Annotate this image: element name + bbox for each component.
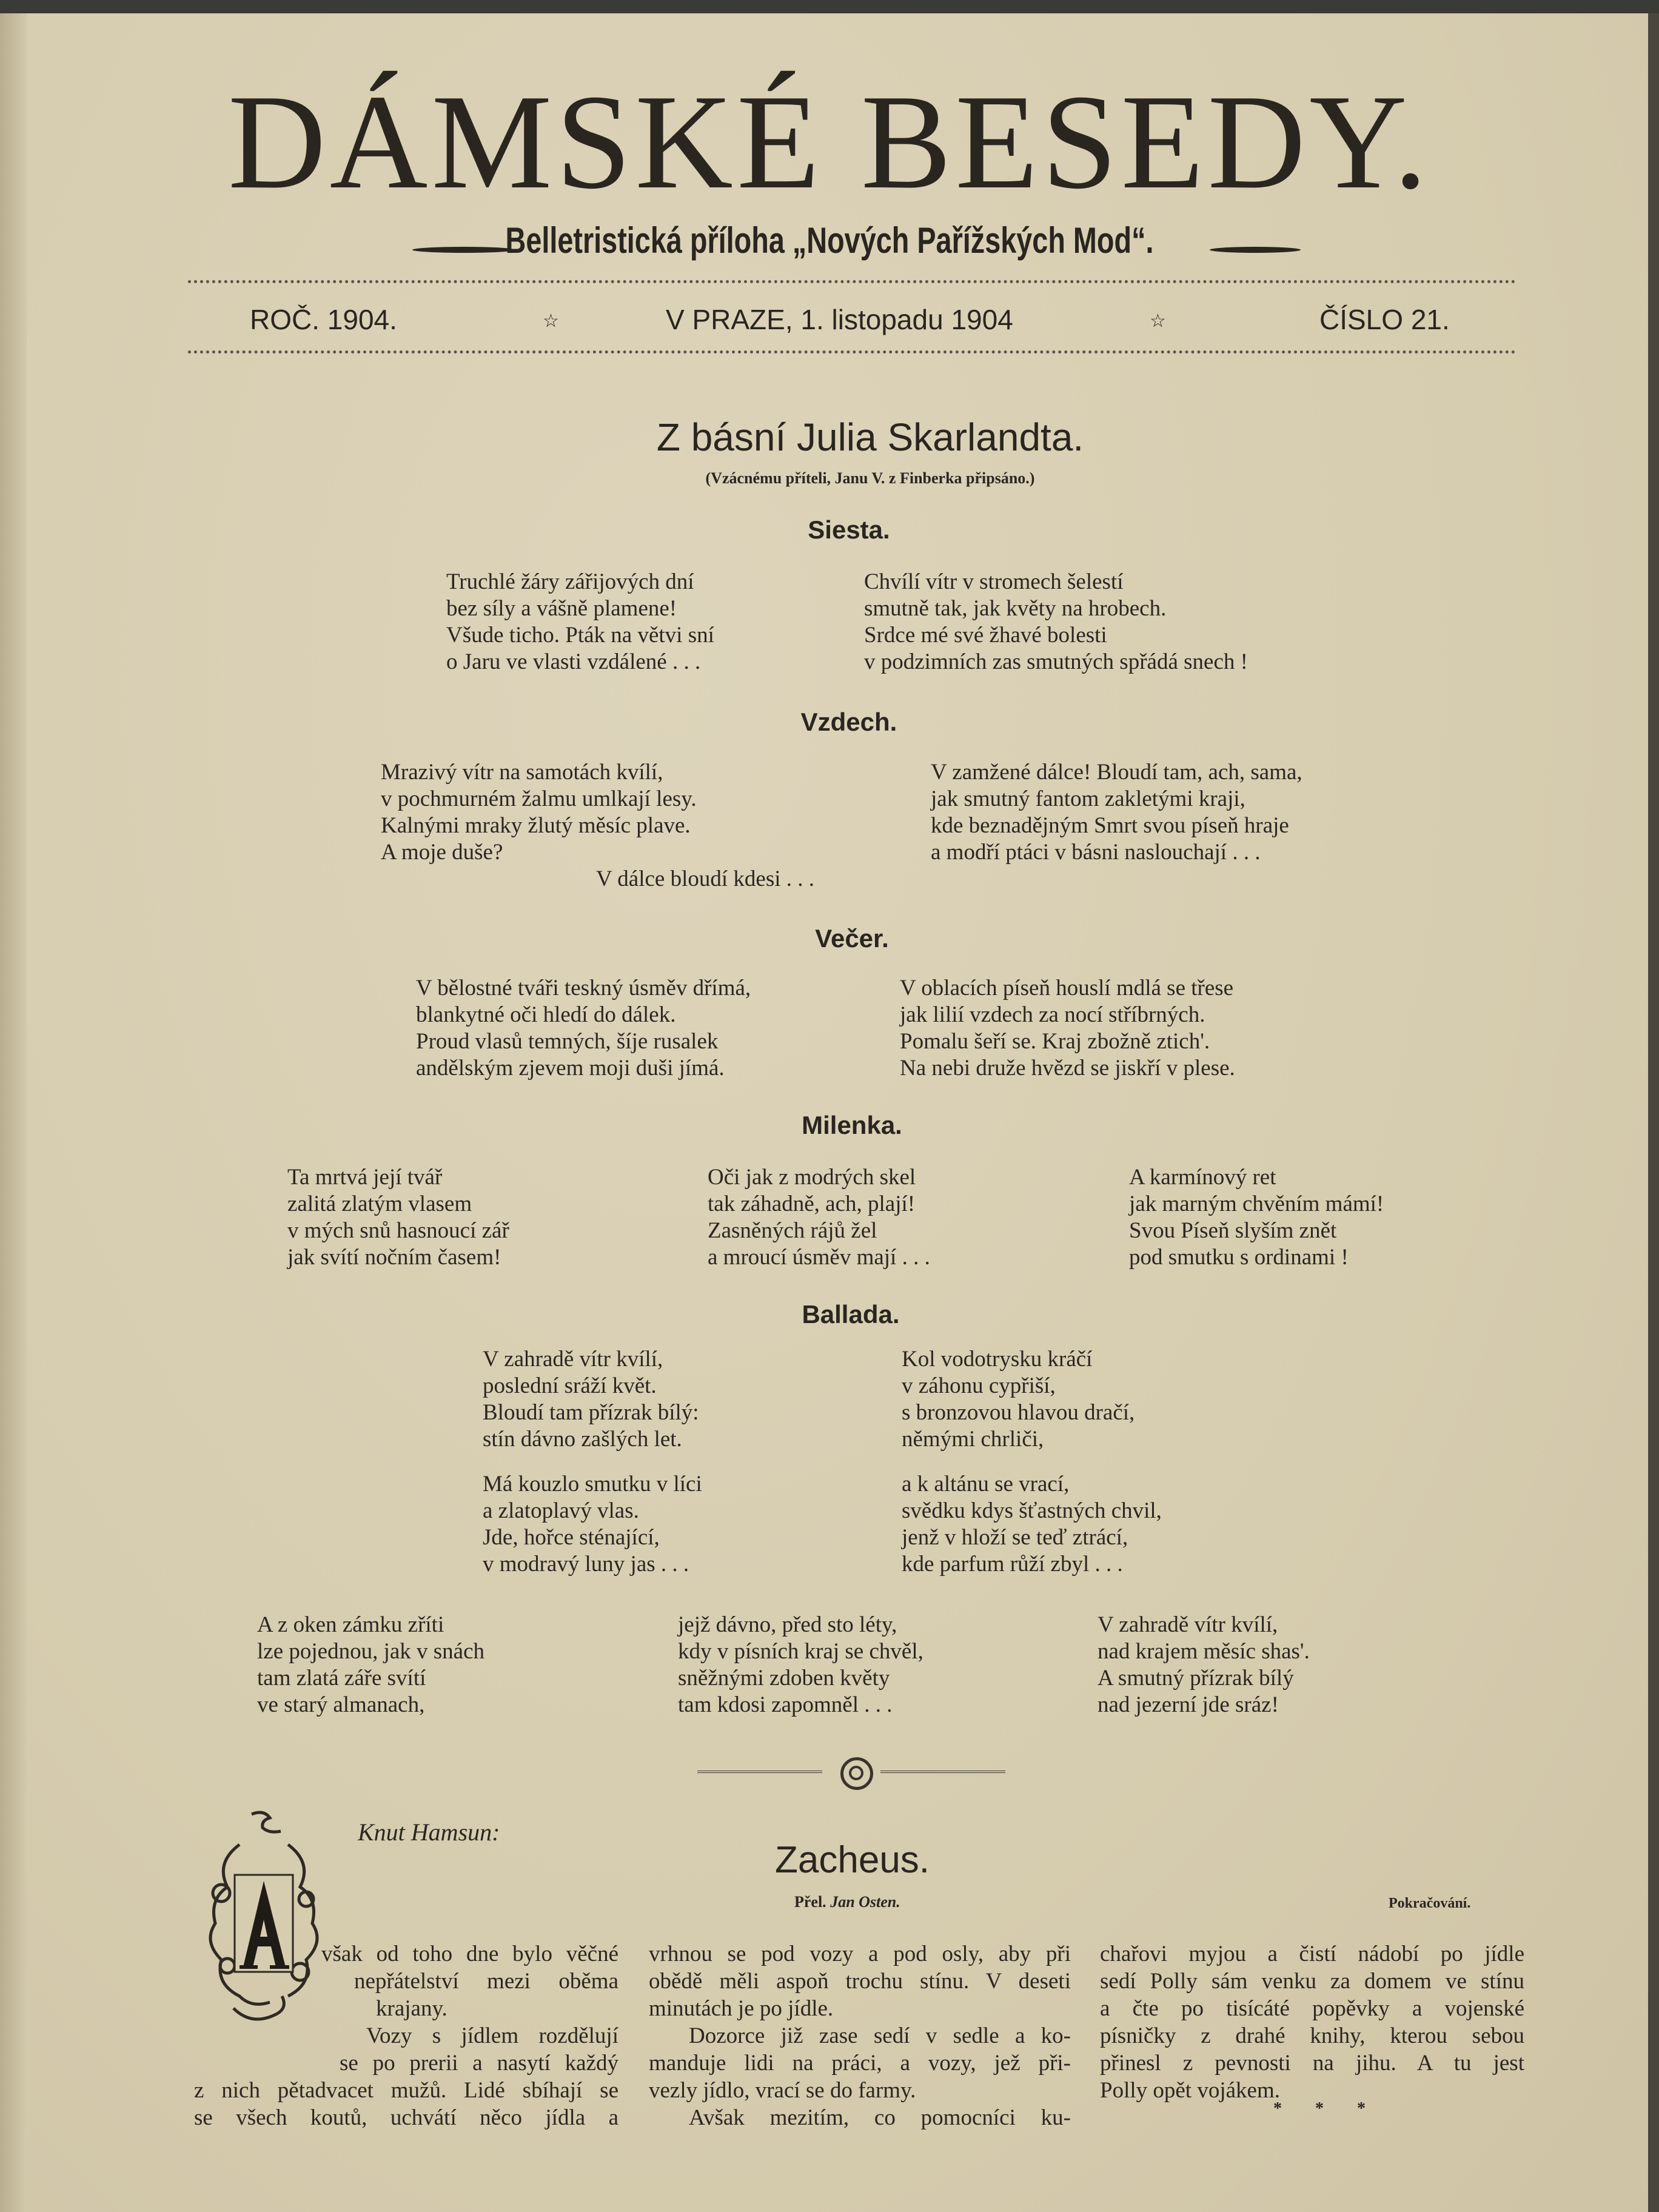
text-line: minutách je po jídle.: [649, 1996, 834, 2021]
siesta-stanza-2: Chvílí vítr v stromech šelestí smutně tak, jak květy na hrobech. Srdce mé své žhavé bolesti v podzimních zas smutných spřádá snech !: [864, 569, 1248, 674]
ring-ornament-icon: [840, 1757, 873, 1790]
text-line: obědě měli aspoň trochu stínu. V deseti: [649, 1969, 1071, 1994]
ballada-stanza-1: V zahradě vítr kvílí, poslední sráží květ. Bloudí tam přízrak bílý: stín dávno zašlých let.: [483, 1347, 699, 1452]
star-ornament-icon: ☆: [1150, 311, 1166, 331]
story-translator: [794, 1893, 900, 1911]
heading-milenka: Milenka.: [802, 1111, 902, 1139]
text-line: vezly jídlo, vrací se do farmy.: [649, 2078, 916, 2103]
divider-right-rule: [880, 1771, 1005, 1773]
text-line: a čte po tisícáté popěvky a vojenské: [1100, 1996, 1524, 2021]
text-line: Vozy s jídlem rozdělují: [366, 2023, 618, 2048]
top-dotted-rule: [188, 280, 1516, 283]
ballada-stanza-2: Má kouzlo smutku v líci a zlatoplavý vlas. Jde, hořce sténající, v modravý luny jas . . .: [483, 1472, 702, 1577]
story-title: Zacheus.: [775, 1839, 930, 1881]
text-line: nepřátelství mezi oběma: [354, 1969, 618, 1994]
vzdech-stanza-1: Mrazivý vítr na samotách kvílí, v pochmurném žalmu umlkají lesy. Kalnými mraky žlutý měsíc plave. A moje duše?: [381, 760, 697, 865]
milenka-stanza-1: Ta mrtvá její tvář zalitá zlatým vlasem v mých snů hasnoucí zář jak svítí nočním časem!: [287, 1165, 509, 1270]
poems-title: Z básní Julia Skarlandta.: [656, 415, 1084, 459]
story-column-2: [649, 1940, 1071, 2131]
star-ornament-icon: ☆: [543, 311, 559, 331]
heading-ballada: Ballada.: [802, 1300, 900, 1329]
ballada-stanza-6: jejž dávno, před sto léty, kdy v písních kraj se chvěl, sněžnými zdoben květy tam kdosi zapomněl . . .: [678, 1612, 923, 1717]
story-author: Knut Hamsun:: [358, 1818, 500, 1846]
continued-label: Pokračování.: [1389, 1895, 1471, 1911]
ballada-stanza-3: Kol vodotrysku kráčí v záhonu cypřiší, s bronzovou hlavou dračí, němými chrliči,: [902, 1347, 1135, 1452]
milenka-stanza-3: A karmínový ret jak marným chvěním mámí! Svou Píseň slyším znět pod smutku s ordinami !: [1129, 1165, 1384, 1270]
text-line: Polly opět vojákem.: [1100, 2078, 1280, 2103]
text-line: se po prerii a nasytí každý: [340, 2051, 618, 2076]
vecer-stanza-2: V oblacích píseň houslí mdlá se třese jak lilií vzdech za nocí stříbrných. Pomalu šeří se. Kraj zbožně ztich'. Na nebi druže hvězd se jiskří v plese.: [900, 976, 1235, 1081]
vecer-stanza-1: V bělostné tváři teskný úsměv dřímá, blankytné oči hledí do dálek. Proud vlasů temných, šíje rusalek andělským zjevem moji duši jímá.: [416, 976, 751, 1081]
translator-prefix: Přel.: [794, 1893, 826, 1911]
text-line: manduje lidi na práci, a vozy, jež při-: [649, 2051, 1071, 2076]
ballada-stanza-4: a k altánu se vrací, svědku kdys šťastných chvil, jenž v hloží se teď ztrácí, kde parfum růží zbyl . . .: [902, 1472, 1162, 1577]
text-line: písničky z drahé knihy, kterou sebou: [1100, 2023, 1524, 2048]
section-stars: * * *: [1273, 2099, 1380, 2118]
text-line: z nich pětadvacet mužů. Lidé sbíhají se: [194, 2078, 618, 2103]
issue-year: ROČ. 1904.: [250, 304, 397, 335]
issue-number: ČÍSLO 21.: [1319, 304, 1450, 335]
story-column-1: [194, 1940, 618, 2131]
text-line: Dozorce již zase sedí v sedle a ko-: [689, 2023, 1071, 2048]
vzdech-stanza-1-end: V dálce bloudí kdesi . . .: [596, 866, 815, 891]
milenka-stanza-2: Oči jak z modrých skel tak záhadně, ach, plají! Zasněných rájů žel a mroucí úsměv mají . . .: [708, 1165, 930, 1270]
heading-siesta: Siesta.: [808, 515, 890, 544]
issue-place-date: V PRAZE, 1. listopadu 1904: [666, 304, 1013, 335]
newspaper-page: [0, 13, 1659, 2212]
text-line: přinesl z pevnosti na jihu. A tu jest: [1100, 2051, 1524, 2076]
text-line: krajany.: [376, 1996, 447, 2021]
bottom-dotted-rule: [188, 350, 1516, 354]
ballada-stanza-7: V zahradě vítr kvílí, nad krajem měsíc shas'. A smutný přízrak bílý nad jezerní jde sráz!: [1098, 1612, 1310, 1717]
text-line: však od toho dne bylo věčné: [321, 1942, 618, 1966]
text-line: Avšak mezitím, co pomocníci ku-: [689, 2105, 1071, 2130]
poems-dedication: (Vzácnému příteli, Janu V. z Finberka připsáno.): [705, 469, 1035, 487]
vzdech-stanza-2: V zamžené dálce! Bloudí tam, ach, sama, jak smutný fantom zakletými kraji, kde beznadějným Smrt svou píseň hraje a modří ptáci v básni naslouchají . . .: [931, 760, 1302, 865]
right-swash-ornament: [1210, 247, 1301, 253]
heading-vecer: Večer.: [815, 924, 889, 953]
story-column-3: [1100, 1940, 1524, 2104]
masthead-title: DÁMSKÉ BESEDY.: [227, 67, 1432, 217]
translator-name: Jan Osten.: [830, 1893, 900, 1911]
divider-left-rule: [697, 1771, 822, 1773]
text-line: chařovi myjou a čistí nádobí po jídle: [1100, 1942, 1524, 1966]
text-line: sedí Polly sám venku za domem ve stínu: [1100, 1969, 1524, 1994]
siesta-stanza-1: Truchlé žáry zářijových dní bez síly a vášně plamene! Všude ticho. Pták na větvi sní o Jaru ve vlasti vzdálené . . .: [446, 569, 714, 674]
text-line: se všech koutů, uchvátí něco jídla a: [194, 2105, 618, 2130]
masthead-subtitle: Belletristická příloha „Nových Pařížských Mod“.: [505, 220, 1154, 261]
ballada-stanza-5: A z oken zámku zříti lze pojednou, jak v snách tam zlatá záře svítí ve starý almanach,: [257, 1612, 485, 1717]
heading-vzdech: Vzdech.: [800, 708, 897, 736]
text-line: vrhnou se pod vozy a pod osly, aby při: [649, 1942, 1071, 1966]
